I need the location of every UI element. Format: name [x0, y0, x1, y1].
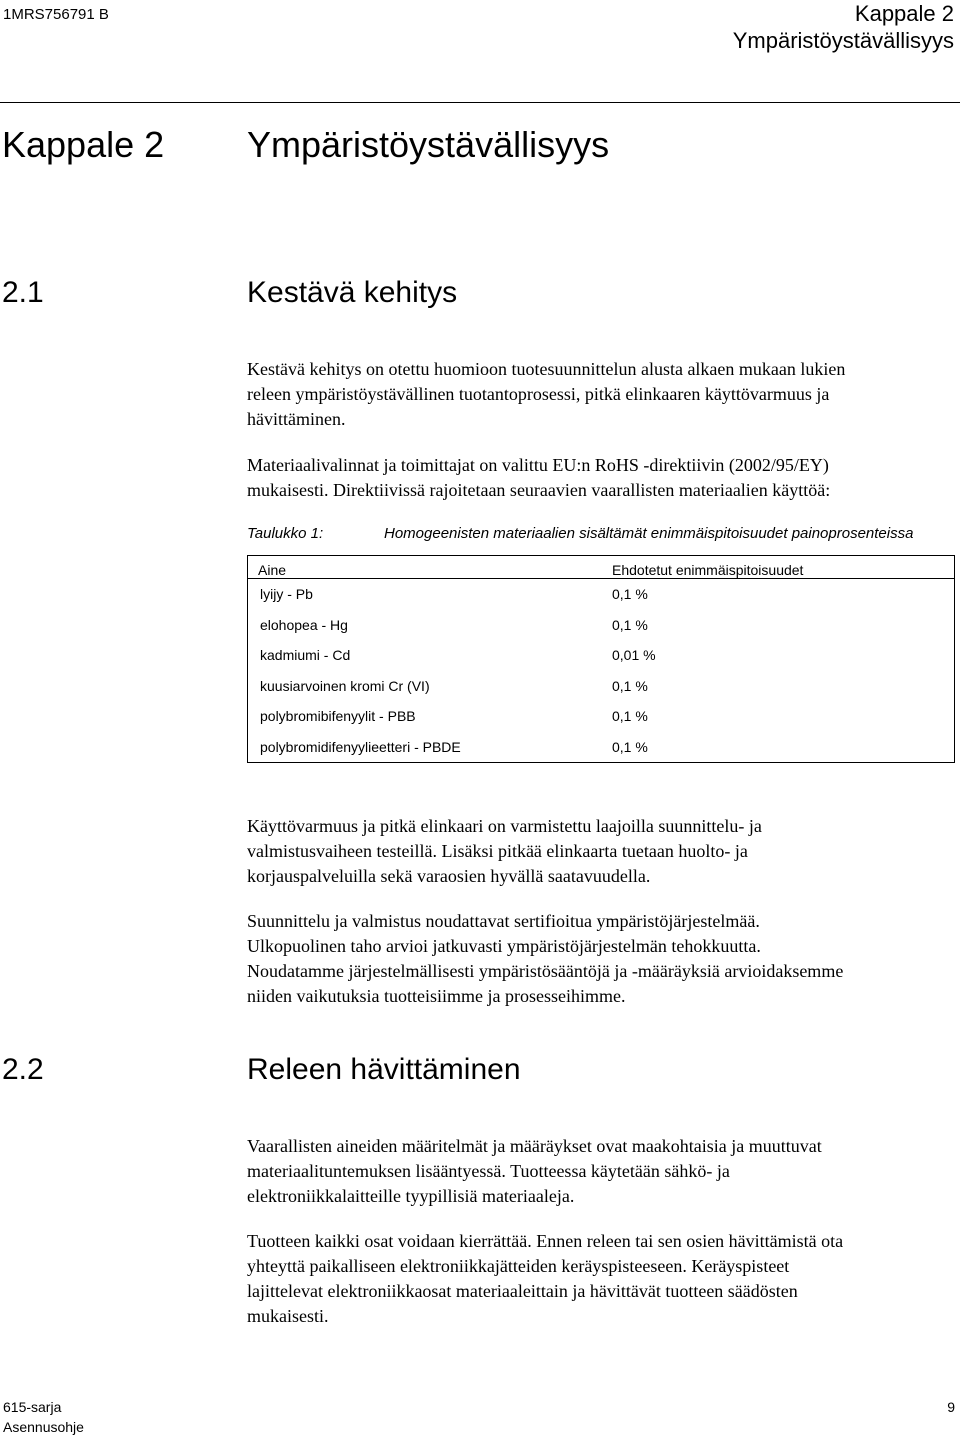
paragraph-hazardous-substances [247, 1134, 952, 1209]
paragraph-line: Noudatamme järjestelmällisesti ympäristösääntöjä ja -määräyksiä arvioidaksemme [247, 961, 844, 981]
table-cell: polybromidifenyylieetteri - PBDE [260, 738, 461, 755]
table-row [248, 732, 955, 763]
paragraph-environment-system [247, 909, 952, 1009]
paragraph-line: valmistusvaiheen testeillä. Lisäksi pitkää elinkaarta tuetaan huolto- ja [247, 841, 748, 861]
table-cell: 0,1 % [612, 708, 648, 725]
section-number: 2.2 [2, 1053, 44, 1086]
paragraph-line: Vaarallisten aineiden määritelmät ja määräykset ovat maakohtaisia ja muuttuvat [247, 1136, 822, 1156]
table-header-cell: Ehdotetut enimmäispitoisuudet [609, 556, 955, 579]
paragraph-line: Suunnittelu ja valmistus noudattavat sertifioitua ympäristöjärjestelmää. [247, 911, 760, 931]
chapter-number: Kappale 2 [2, 124, 165, 165]
paragraph-line: elektroniikkalaitteille tyypillisiä materiaaleja. [247, 1186, 575, 1206]
table-header-cell: Aine [248, 556, 610, 579]
table-cell: 0,1 % [612, 586, 648, 603]
paragraph-line: Tuotteen kaikki osat voidaan kierrättää. Ennen releen tai sen osien hävittämistä ota [247, 1231, 844, 1251]
header-divider [0, 102, 960, 103]
chapter-title: Ympäristöystävällisyys [247, 124, 610, 165]
substance-table [247, 555, 955, 763]
paragraph-line: hävittäminen. [247, 409, 346, 429]
table-row [248, 640, 955, 671]
header-doc-id: 1MRS756791 B [3, 6, 109, 23]
header-chapter: Kappale 2 [854, 1, 954, 26]
table-row [248, 579, 955, 610]
section-number: 2.1 [2, 276, 44, 309]
paragraph-line: Käyttövarmuus ja pitkä elinkaari on varmistettu laajoilla suunnittelu- ja [247, 816, 762, 836]
page-number: 9 [947, 1399, 955, 1415]
section-title: Releen hävittäminen [247, 1053, 521, 1086]
paragraph-line: yhteyttä paikalliseen elektroniikkajätteiden keräyspisteeseen. Keräyspisteet [247, 1256, 790, 1276]
table-cell: 0,01 % [612, 647, 656, 664]
paragraph-reliability [247, 814, 952, 889]
table-caption-text: Homogeenisten materiaalien sisältämät enimmäispitoisuudet painoprosenteissa [384, 525, 914, 542]
header-chapter-title: Ympäristöystävällisyys [732, 28, 954, 53]
header-chapter-block [733, 0, 954, 54]
paragraph-line: niiden vaikutuksia tuotteisiimme ja prosesseihimme. [247, 986, 626, 1006]
paragraph-line: Kestävä kehitys on otettu huomioon tuotesuunnittelun alusta alkaen mukaan lukien [247, 359, 846, 379]
paragraph-line: materiaalituntemuksen lisääntyessä. Tuotteessa käytetään sähkö- ja [247, 1161, 730, 1181]
paragraph-line: lajittelevat elektroniikkaosat materiaaleittain ja hävittävät tuotteen säädösten [247, 1281, 798, 1301]
table-header-row [248, 556, 955, 579]
table-row [248, 610, 955, 641]
paragraph-line: mukaisesti. [247, 1306, 329, 1326]
paragraph-rohs [247, 453, 952, 503]
table-cell: 0,1 % [612, 738, 648, 755]
table-cell: 0,1 % [612, 677, 648, 694]
table-cell: polybromibifenyylit - PBB [260, 708, 416, 725]
section-title: Kestävä kehitys [247, 276, 458, 309]
paragraph-line: korjauspalveluilla sekä varaosien hyvällä saatavuudella. [247, 866, 651, 886]
table-cell: kuusiarvoinen kromi Cr (VI) [260, 677, 430, 694]
table-cell: elohopea - Hg [260, 616, 348, 633]
table-cell: lyijy - Pb [260, 586, 313, 603]
paragraph-line: releen ympäristöystävällinen tuotantoprosessi, pitkä elinkaaren käyttövarmuus ja [247, 384, 830, 404]
paragraph-line: Materiaalivalinnat ja toimittajat on valittu EU:n RoHS -direktiivin (2002/95/EY) [247, 455, 829, 475]
paragraph-line: mukaisesti. Direktiivissä rajoitetaan seuraavien vaarallisten materiaalien käyttöä: [247, 480, 831, 500]
paragraph-sustainability [247, 357, 952, 432]
footer-manual: Asennusohje [3, 1419, 84, 1435]
table-row [248, 701, 955, 732]
paragraph-recycling [247, 1229, 952, 1329]
footer-series: 615-sarja [3, 1399, 62, 1415]
table-cell: kadmiumi - Cd [260, 647, 351, 664]
table-cell: 0,1 % [612, 616, 648, 633]
table-caption-label: Taulukko 1: [247, 525, 324, 542]
table-row [248, 671, 955, 702]
paragraph-line: Ulkopuolinen taho arvioi jatkuvasti ympäristöjärjestelmän tehokkuutta. [247, 936, 761, 956]
